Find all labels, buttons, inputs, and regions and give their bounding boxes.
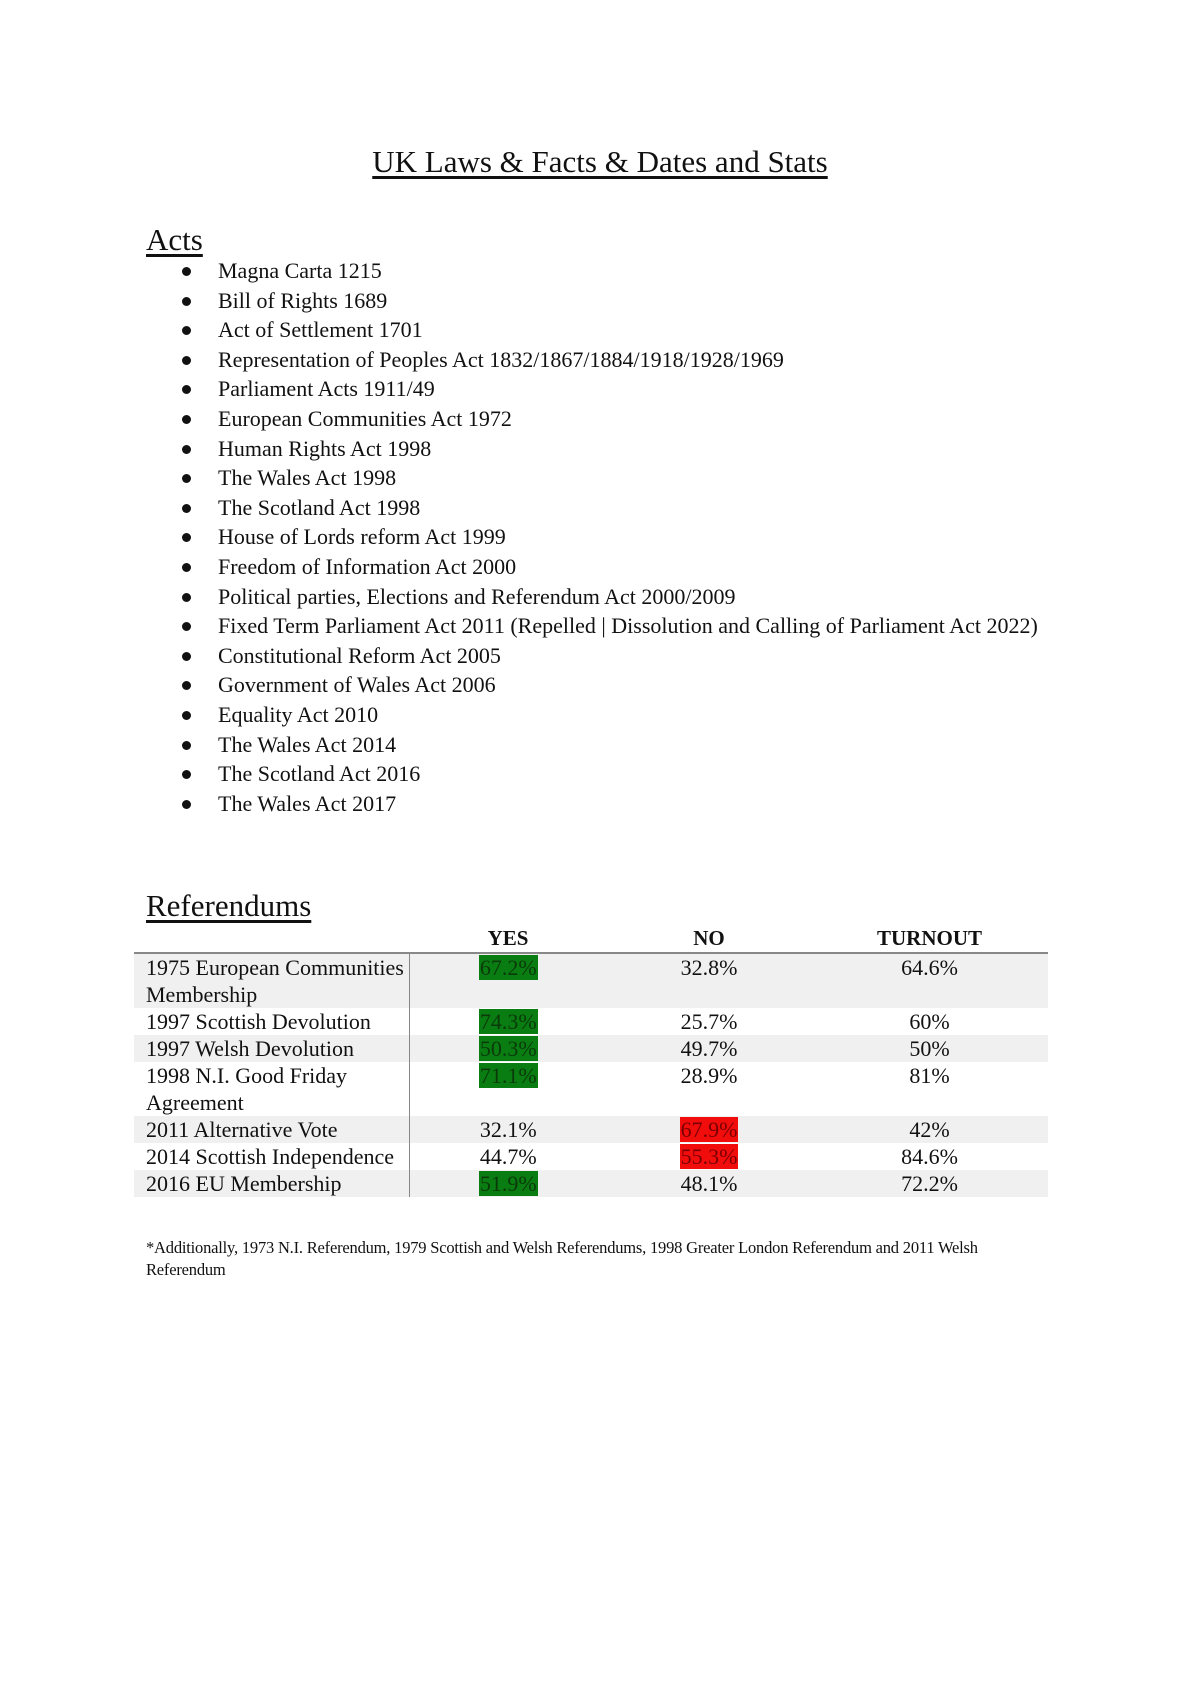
header-blank-cell <box>134 924 409 953</box>
act-name: Representation of Peoples Act 1832/1867/1884/1918/1928/1969 <box>218 346 784 372</box>
table-row <box>134 1170 1048 1197</box>
referendum-name: 2016 EU Membership <box>134 1170 409 1197</box>
table-header-row <box>134 924 1048 953</box>
yes-cell <box>409 1143 607 1170</box>
bullet-icon <box>182 267 191 276</box>
no-cell <box>607 1035 811 1062</box>
list-item <box>0 404 1058 434</box>
turnout-value: 81% <box>909 1063 950 1088</box>
referendum-name: 1975 European Communities Membership <box>134 953 409 1008</box>
yes-value: 74.3% <box>479 1009 537 1034</box>
bullet-icon <box>182 297 191 306</box>
no-value: 32.8% <box>680 955 738 980</box>
bullet-icon <box>182 563 191 572</box>
bullet-icon <box>182 385 191 394</box>
turnout-value: 50% <box>909 1036 950 1061</box>
no-cell <box>607 1116 811 1143</box>
list-item <box>0 641 1058 671</box>
turnout-value: 42% <box>909 1117 950 1142</box>
bullet-icon <box>182 800 191 809</box>
referendum-name: 1998 N.I. Good Friday Agreement <box>134 1062 409 1116</box>
act-name: House of Lords reform Act 1999 <box>218 524 506 550</box>
list-item <box>0 730 1058 760</box>
referendum-name: 1997 Scottish Devolution <box>134 1008 409 1035</box>
bullet-icon <box>182 445 191 454</box>
header-no: NO <box>607 924 811 953</box>
table-row <box>134 1062 1048 1116</box>
yes-cell <box>409 1008 607 1035</box>
no-value: 48.1% <box>680 1171 738 1196</box>
list-item <box>0 670 1058 700</box>
yes-cell <box>409 1035 607 1062</box>
yes-value: 51.9% <box>479 1171 537 1196</box>
bullet-icon <box>182 504 191 513</box>
turnout-cell <box>811 953 1048 1008</box>
yes-value: 50.3% <box>479 1036 537 1061</box>
no-cell <box>607 953 811 1008</box>
bullet-icon <box>182 593 191 602</box>
turnout-value: 64.6% <box>901 955 958 980</box>
list-item <box>0 582 1058 612</box>
header-yes: YES <box>409 924 607 953</box>
referendums-footnote: *Additionally, 1973 N.I. Referendum, 1979 Scottish and Welsh Referendums, 1998 Greater London Referendum and 2011 Welsh Referendum <box>146 1238 978 1279</box>
no-cell <box>607 1008 811 1035</box>
table-row <box>134 1116 1048 1143</box>
referendum-name: 2014 Scottish Independence <box>134 1143 409 1170</box>
act-name: The Wales Act 2017 <box>218 790 397 816</box>
list-item <box>0 374 1058 404</box>
list-item <box>0 345 1058 375</box>
turnout-cell <box>811 1008 1048 1035</box>
referendum-name: 2011 Alternative Vote <box>134 1116 409 1143</box>
bullet-icon <box>182 681 191 690</box>
bullet-icon <box>182 711 191 720</box>
referendum-name: 1997 Welsh Devolution <box>134 1035 409 1062</box>
no-cell <box>607 1170 811 1197</box>
yes-cell <box>409 1116 607 1143</box>
header-turnout: TURNOUT <box>811 924 1048 953</box>
turnout-cell <box>811 1116 1048 1143</box>
act-name: Freedom of Information Act 2000 <box>218 553 517 579</box>
bullet-icon <box>182 741 191 750</box>
act-name: Equality Act 2010 <box>218 701 379 727</box>
bullet-icon <box>182 326 191 335</box>
act-name: Act of Settlement 1701 <box>218 317 423 343</box>
act-name: Magna Carta 1215 <box>218 258 382 283</box>
no-value: 25.7% <box>680 1009 738 1034</box>
list-item <box>0 434 1058 464</box>
table-row <box>134 1035 1048 1062</box>
table-row <box>134 1008 1048 1035</box>
no-value: 49.7% <box>680 1036 738 1061</box>
list-item <box>0 286 1058 316</box>
acts-list <box>0 256 1200 818</box>
document-title: UK Laws & Facts & Dates and Stats <box>372 144 828 179</box>
act-name: The Scotland Act 2016 <box>218 761 421 787</box>
no-value: 55.3% <box>680 1144 738 1169</box>
no-cell <box>607 1143 811 1170</box>
table-row <box>134 1143 1048 1170</box>
list-item <box>0 493 1058 523</box>
acts-heading: Acts <box>146 222 203 257</box>
list-item <box>0 700 1058 730</box>
act-name: Parliament Acts 1911/49 <box>218 376 435 402</box>
bullet-icon <box>182 415 191 424</box>
bullet-icon <box>182 533 191 542</box>
list-item <box>0 463 1058 493</box>
no-cell <box>607 1062 811 1116</box>
bullet-icon <box>182 622 191 631</box>
referendums-table <box>134 924 1048 1197</box>
act-name: Bill of Rights 1689 <box>218 287 388 313</box>
act-name: Political parties, Elections and Referendum Act 2000/2009 <box>218 583 736 609</box>
turnout-value: 60% <box>909 1009 950 1034</box>
act-name: Government of Wales Act 2006 <box>218 672 496 698</box>
bullet-icon <box>182 652 191 661</box>
turnout-cell <box>811 1170 1048 1197</box>
yes-cell <box>409 1062 607 1116</box>
list-item <box>0 759 1058 789</box>
act-name: The Wales Act 2014 <box>218 731 397 757</box>
list-item <box>0 522 1058 552</box>
table-row <box>134 953 1048 1008</box>
no-value: 67.9% <box>680 1117 738 1142</box>
list-item <box>0 315 1058 345</box>
act-name: The Wales Act 1998 <box>218 465 397 491</box>
turnout-cell <box>811 1035 1048 1062</box>
act-name: The Scotland Act 1998 <box>218 494 421 520</box>
turnout-value: 72.2% <box>901 1171 958 1196</box>
act-name: Human Rights Act 1998 <box>218 435 432 461</box>
referendums-table-body <box>134 953 1048 1197</box>
list-item <box>0 552 1058 582</box>
bullet-icon <box>182 474 191 483</box>
yes-value: 32.1% <box>479 1117 537 1142</box>
turnout-value: 84.6% <box>901 1144 958 1169</box>
no-value: 28.9% <box>680 1063 738 1088</box>
act-name: Fixed Term Parliament Act 2011 (Repelled | Dissolution and Calling of Parliament Act 2022) <box>218 613 1038 639</box>
list-item <box>0 611 1058 641</box>
turnout-cell <box>811 1062 1048 1116</box>
yes-value: 71.1% <box>479 1063 537 1088</box>
bullet-icon <box>182 356 191 365</box>
turnout-cell <box>811 1143 1048 1170</box>
list-item <box>0 256 1058 286</box>
yes-cell <box>409 953 607 1008</box>
yes-value: 44.7% <box>479 1144 537 1169</box>
list-item <box>0 789 1058 819</box>
bullet-icon <box>182 770 191 779</box>
act-name: European Communities Act 1972 <box>218 405 512 431</box>
yes-value: 67.2% <box>479 955 537 980</box>
yes-cell <box>409 1170 607 1197</box>
referendums-heading: Referendums <box>146 888 312 923</box>
act-name: Constitutional Reform Act 2005 <box>218 642 501 668</box>
